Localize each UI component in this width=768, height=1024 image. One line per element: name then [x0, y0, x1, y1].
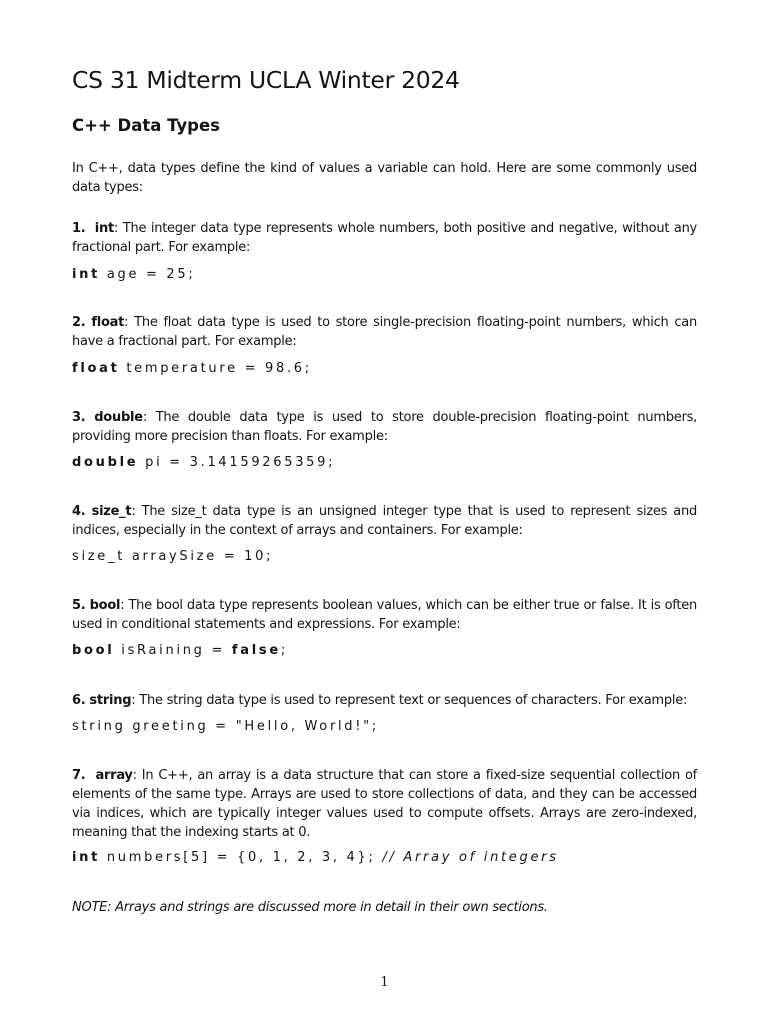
code-example-array — [72, 848, 697, 867]
code-example-float — [72, 359, 697, 378]
code-text: pi = 3.14159265359; — [138, 455, 336, 470]
code-text: isRaining = — [114, 643, 232, 658]
item-name: bool — [89, 598, 121, 613]
item-text: : The double data type is used to store double-precision floating-point numbers, providing more precision than floats. For example: — [72, 410, 697, 444]
item-int-description — [72, 219, 697, 257]
item-number: 3. — [72, 410, 86, 425]
page-title: CS 31 Midterm UCLA Winter 2024 — [72, 66, 460, 94]
code-example-bool — [72, 641, 697, 660]
item-text: : The string data type is used to represent text or sequences of characters. For example: — [131, 693, 688, 708]
code-keyword: float — [72, 361, 120, 376]
note-text: NOTE: Arrays and strings are discussed more in detail in their own sections. — [72, 900, 548, 915]
intro-paragraph: In C++, data types define the kind of values a variable can hold. Here are some commonly used data types: — [72, 161, 697, 195]
code-example-double — [72, 453, 697, 472]
item-bool-description — [72, 596, 697, 634]
code-keyword: int — [72, 850, 101, 865]
code-text: temperature = 98.6; — [119, 361, 312, 376]
item-text: : The bool data type represents boolean values, which can be either true or false. It is often used in conditional statements and expressions. For example: — [72, 598, 697, 632]
code-text: age = 25; — [100, 267, 196, 282]
item-text: : The integer data type represents whole numbers, both positive and negative, without any fractional part. For example: — [72, 221, 697, 255]
code-example-int — [72, 265, 697, 284]
item-size-t-description — [72, 502, 697, 540]
document-page — [72, 0, 697, 1024]
item-name: int — [94, 221, 114, 236]
code-text: size_t arraySize = 10; — [72, 549, 274, 564]
section-heading: C++ Data Types — [72, 116, 220, 135]
item-text: : The size_t data type is an unsigned integer type that is used to represent sizes and indices, especially in the context of arrays and containers. For example: — [72, 504, 697, 538]
item-number: 6. — [72, 693, 86, 708]
item-array-description — [72, 766, 697, 842]
item-text: : In C++, an array is a data structure that can store a fixed-size sequential collection of elements of the same type. Arrays are used to store collections of data, and they can be accessed via indices, which are typically integer values used to compute offsets. Arrays are zero-indexed, meaning that the indexing starts at 0. — [72, 768, 698, 840]
item-name: size_t — [91, 504, 132, 519]
item-number: 4. — [72, 504, 86, 519]
item-name: double — [94, 410, 143, 425]
item-name: string — [89, 693, 132, 708]
code-keyword: bool — [72, 643, 115, 658]
code-comment: // Array of integers — [382, 850, 559, 865]
code-keyword: int — [72, 267, 101, 282]
page-number: 1 — [380, 975, 389, 990]
code-text-end: ; — [280, 643, 288, 658]
item-number: 2. — [72, 315, 86, 330]
item-text: : The float data type is used to store single-precision floating-point numbers, which can have a fractional part. For example: — [72, 315, 697, 349]
item-name: float — [91, 315, 125, 330]
item-double-description — [72, 408, 697, 446]
item-string-description — [72, 691, 697, 710]
code-example-size-t — [72, 547, 697, 566]
code-text: numbers[5] = {0, 1, 2, 3, 4}; — [100, 850, 383, 865]
item-float-description — [72, 313, 697, 351]
item-name: array — [95, 768, 133, 783]
code-keyword: double — [72, 455, 139, 470]
code-example-string — [72, 717, 697, 736]
item-number: 7. — [72, 768, 86, 783]
code-keyword-false: false — [231, 643, 281, 658]
code-text: string greeting = "Hello, World!"; — [72, 719, 379, 734]
item-number: 1. — [72, 221, 86, 236]
item-number: 5. — [72, 598, 86, 613]
